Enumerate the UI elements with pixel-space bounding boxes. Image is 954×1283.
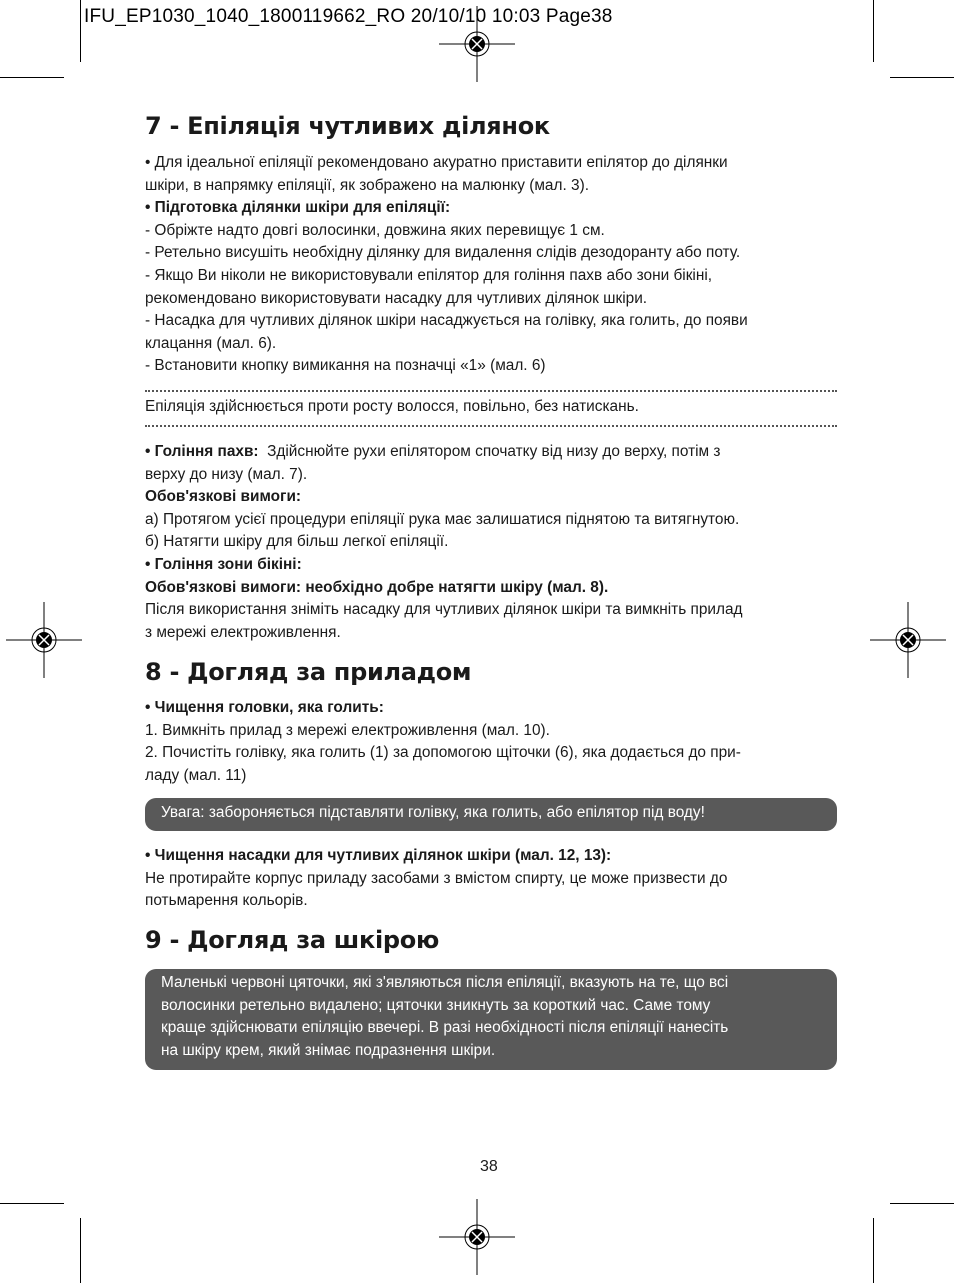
- epilation-note: Епіляція здійснюється проти росту волосся, повільно, без натискань.: [145, 398, 639, 415]
- armpit-text: Здійснюйте рухи епілятором спочатку від низу до верху, потім з: [267, 443, 721, 460]
- armpit-label: • Гоління пахв:: [145, 443, 259, 460]
- bikini-heading: • Гоління зони бікіні:: [145, 555, 302, 573]
- crop-mark: [0, 1203, 64, 1204]
- prep-item: - Обріжте надто довгі волосинки, довжина яких перевищує 1 см.: [145, 221, 605, 239]
- armpit-paragraph: [145, 441, 837, 464]
- skin-care-box: [145, 969, 837, 1070]
- cleaning-heading: • Чищення головки, яка голить:: [145, 699, 384, 716]
- armpit-text-cont: верху до низу (мал. 7).: [145, 465, 308, 483]
- prep-item: - Якщо Ви ніколи не використовували епілятор для гоління пахв або зони бікіні,: [145, 266, 713, 284]
- printer-slug: IFU_EP1030_1040_1800119662_RO 20/10/10 10:03 Page38: [84, 6, 613, 27]
- after-use-text: з мережі електроживлення.: [145, 623, 341, 641]
- prep-item: - Ретельно висушіть необхідну ділянку для видалення слідів дезодоранту або поту.: [145, 244, 741, 262]
- registration-mark-icon: [870, 602, 946, 678]
- crop-mark: [873, 0, 874, 62]
- cleaning-item: 1. Вимкніть прилад з мережі електроживлення (мал. 10).: [145, 721, 550, 739]
- page-number: 38: [480, 1158, 498, 1175]
- section-7-body: [145, 152, 837, 378]
- prep-item: рекомендовано використовувати насадку для чутливих ділянок шкіри.: [145, 289, 648, 307]
- requirements-heading: Обов'язкові вимоги:: [145, 488, 302, 506]
- after-use-text: Після використання зніміть насадку для чутливих ділянок шкіри та вимкніть прилад: [145, 601, 743, 619]
- warning-box: [145, 798, 837, 831]
- requirement-item: а) Протягом усієї процедури епіляції рука має залишатися піднятою та витягнутою.: [145, 510, 740, 528]
- prep-heading: • Підготовка ділянки шкіри для епіляції:: [145, 199, 451, 217]
- section-7-title: 7 - Епіляція чутливих ділянок: [145, 112, 550, 140]
- section-9-title: 9 - Догляд за шкірою: [145, 926, 440, 954]
- prep-item: клацання (мал. 6).: [145, 334, 277, 352]
- skin-care-line: краще здійснювати епіляцію ввечері. В разі необхідності після епіляції нанесіть: [161, 1019, 729, 1037]
- bikini-requirement: Обов'язкові вимоги: необхідно добре натягти шкіру (мал. 8).: [145, 578, 609, 596]
- section-8-body: [145, 697, 837, 787]
- registration-mark-icon: [6, 602, 82, 678]
- warning-text: Увага: забороняється підставляти голівку, яка голить, або епілятор під воду!: [161, 804, 705, 821]
- skin-care-line: на шкіру крем, який знімає подразнення шкіри.: [161, 1041, 496, 1059]
- registration-mark-icon: [439, 1199, 515, 1275]
- crop-mark: [890, 77, 954, 78]
- skin-care-line: волосинки ретельно видалено; цяточки зникнуть за короткий час. Саме тому: [161, 996, 711, 1014]
- crop-mark: [0, 77, 64, 78]
- dotted-divider: [145, 390, 837, 392]
- crop-mark: [890, 1203, 954, 1204]
- section-7-armpit: [145, 441, 837, 644]
- attachment-text: потьмарення кольорів.: [145, 892, 308, 910]
- crop-mark: [873, 1218, 874, 1283]
- skin-care-line: Маленькі червоні цяточки, які з'являються після епіляції, вказують на те, що всі: [161, 974, 729, 991]
- prep-item: - Насадка для чутливих ділянок шкіри насаджується на голівку, яка голить, до появи: [145, 312, 748, 330]
- attachment-text: Не протирайте корпус приладу засобами з вмістом спирту, це може призвести до: [145, 869, 728, 887]
- dotted-divider: [145, 425, 837, 427]
- crop-mark: [80, 0, 81, 62]
- cleaning-item: 2. Почистіть голівку, яка голить (1) за допомогою щіточки (6), яка додається до при-: [145, 744, 741, 762]
- crop-mark: [80, 1218, 81, 1283]
- attachment-heading: • Чищення насадки для чутливих ділянок шкіри (мал. 12, 13):: [145, 847, 612, 864]
- section-8-title: 8 - Догляд за приладом: [145, 658, 472, 686]
- intro-line: шкіри, в напрямку епіляції, як зображено на малюнку (мал. 3).: [145, 176, 589, 194]
- requirement-item: б) Натягти шкіру для більш легкої епіляції.: [145, 533, 449, 551]
- registration-mark-icon: [439, 6, 515, 82]
- section-8-attachment: [145, 845, 837, 913]
- cleaning-item: ладу (мал. 11): [145, 766, 247, 784]
- intro-line: • Для ідеальної епіляції рекомендовано акуратно приставити епілятор до ділянки: [145, 154, 728, 171]
- prep-item: - Встановити кнопку вимикання на позначці «1» (мал. 6): [145, 357, 546, 375]
